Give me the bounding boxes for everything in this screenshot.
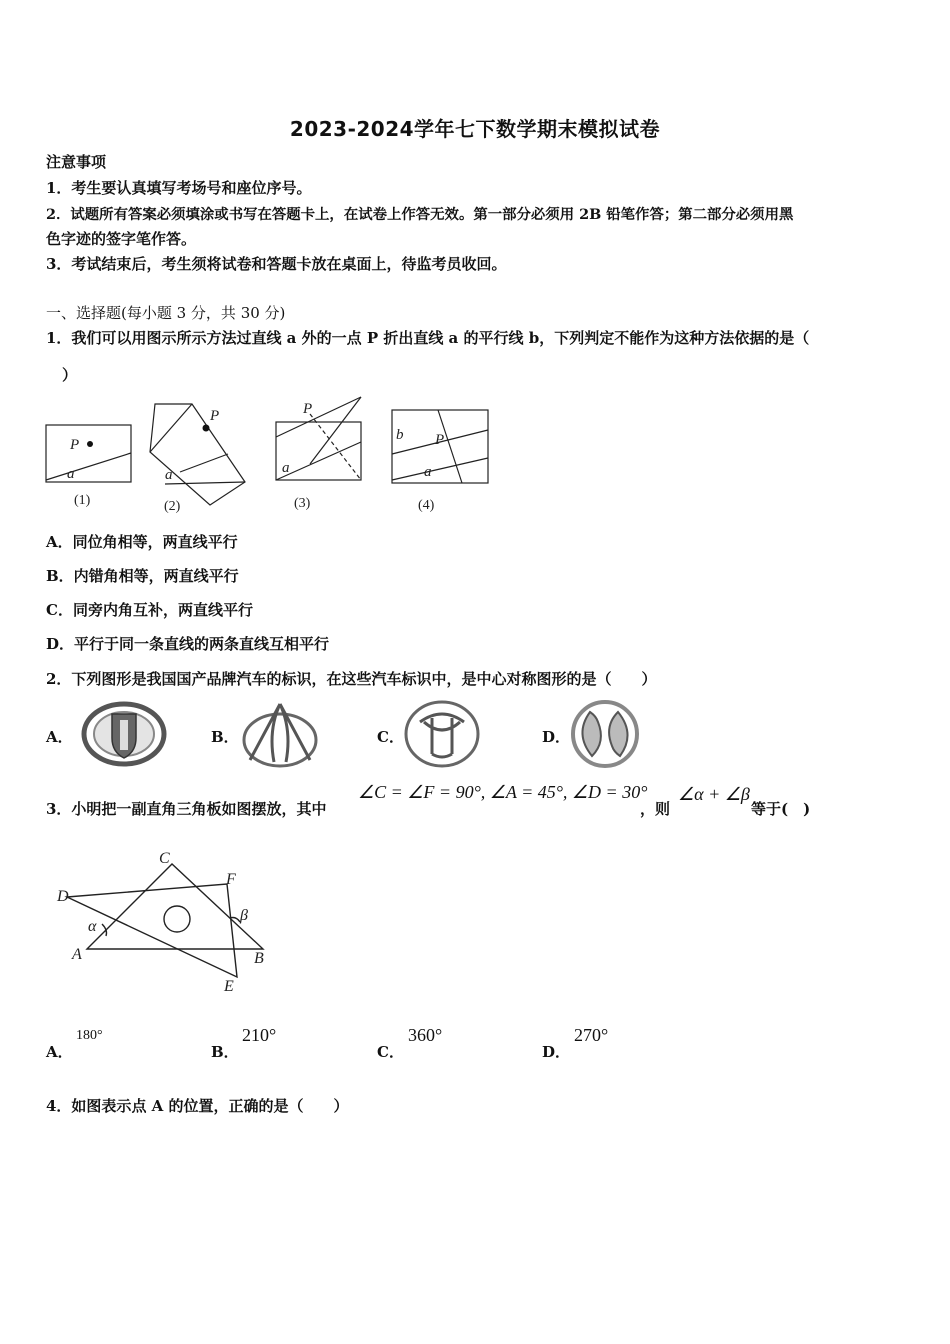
question-3-option-a-value: 180° bbox=[76, 1028, 103, 1043]
question-1-stem-end: ） bbox=[62, 366, 78, 384]
question-3-figure bbox=[50, 846, 275, 996]
question-2-option-b-label: B． bbox=[211, 728, 239, 746]
question-2-logo-c bbox=[402, 698, 482, 770]
question-3-option-d-value: 270° bbox=[574, 1025, 609, 1045]
label-e: E bbox=[224, 978, 234, 995]
fig-caption-4: (4) bbox=[418, 498, 435, 513]
fig4-label-p: P bbox=[435, 432, 445, 448]
notice-item-2a: 2．试题所有答案必须填涂或书写在答题卡上，在试卷上作答无效。第一部分必须用 2B 铅笔作答；第二部分必须用黑 bbox=[46, 206, 794, 223]
label-a: A bbox=[72, 946, 82, 963]
question-3-condition: ∠C = ∠F = 90°, ∠A = 45°, ∠D = 30° bbox=[358, 782, 648, 802]
question-2-stem: 2．下列图形是我国国产品牌汽车的标识，在这些汽车标识中，是中心对称图形的是（ ） bbox=[46, 670, 657, 688]
question-2-logo-d bbox=[570, 698, 640, 770]
fig2-label-a: a bbox=[165, 467, 173, 483]
question-3-option-d-label: D． bbox=[542, 1043, 571, 1061]
fig2-point-p bbox=[203, 425, 210, 432]
fig1-paper bbox=[46, 425, 131, 482]
fig3-fold-top bbox=[276, 397, 361, 437]
fig3-label-p: P bbox=[303, 401, 313, 417]
label-beta: β bbox=[240, 907, 248, 924]
question-3-option-b-label: B． bbox=[211, 1043, 239, 1061]
fig2-line-b bbox=[180, 454, 228, 472]
question-3-stem-then: ，则 bbox=[640, 800, 671, 818]
question-3-stem-end: 等于( ) bbox=[751, 800, 811, 818]
question-1-figure bbox=[40, 392, 500, 517]
fig-caption-2: (2) bbox=[164, 499, 181, 514]
question-2-option-c-label: C． bbox=[377, 728, 404, 746]
label-b: B bbox=[254, 950, 264, 967]
question-2-option-a-label: A． bbox=[46, 728, 73, 746]
question-2-option-d-label: D． bbox=[542, 728, 571, 746]
fig2-fold bbox=[150, 404, 192, 452]
notice-item-1: 1．考生要认真填写考场号和座位序号。 bbox=[46, 179, 312, 197]
fig1-label-p: P bbox=[70, 437, 80, 453]
fig2-label-p: P bbox=[210, 408, 220, 424]
fig2-paper bbox=[150, 404, 245, 505]
question-3-option-c-value: 360° bbox=[408, 1025, 443, 1045]
label-d: D bbox=[57, 888, 69, 905]
fig-caption-3: (3) bbox=[294, 496, 311, 511]
fig3-dashed bbox=[310, 414, 361, 480]
question-3-option-c-label: C． bbox=[377, 1043, 404, 1061]
fig4-label-a: a bbox=[424, 464, 432, 480]
question-1-option-c: C．同旁内角互补，两直线平行 bbox=[46, 601, 253, 619]
notice-heading: 注意事项 bbox=[46, 153, 107, 171]
question-4-stem: 4．如图表示点 A 的位置，正确的是（ ） bbox=[46, 1097, 349, 1115]
question-1-option-b: B．内错角相等，两直线平行 bbox=[46, 567, 239, 585]
fig4-label-b: b bbox=[396, 427, 404, 443]
question-1-option-d: D．平行于同一条直线的两条直线互相平行 bbox=[46, 635, 330, 653]
triangle-hole bbox=[164, 906, 190, 932]
question-1-stem: 1．我们可以用图示所示方法过直线 a 外的一点 P 折出直线 a 的平行线 b，下列判定不能作为这种方法依据的是（ bbox=[46, 329, 810, 347]
fig1-line-a bbox=[46, 453, 131, 480]
question-3-option-a-label: A． bbox=[46, 1043, 73, 1061]
question-2-logo-a bbox=[80, 700, 168, 768]
page-title: 2023-2024学年七下数学期末模拟试卷 bbox=[289, 117, 661, 141]
fig3-label-a: a bbox=[282, 460, 290, 476]
question-3-expression: ∠α + ∠β bbox=[678, 784, 750, 804]
question-2-logo-b bbox=[238, 700, 322, 770]
fig1-label-a: a bbox=[67, 466, 75, 482]
fig4-line-a bbox=[392, 458, 488, 480]
label-alpha: α bbox=[88, 918, 97, 935]
section-heading: 一、选择题(每小题 3 分，共 30 分) bbox=[46, 304, 286, 322]
notice-item-2b: 色字迹的签字笔作答。 bbox=[46, 230, 197, 248]
fig-caption-1: (1) bbox=[74, 493, 91, 508]
label-f: F bbox=[226, 871, 236, 888]
notice-item-3: 3．考试结束后，考生须将试卷和答题卡放在桌面上，待监考员收回。 bbox=[46, 255, 507, 273]
question-3-option-b-value: 210° bbox=[242, 1025, 277, 1045]
question-3-stem: 3．小明把一副直角三角板如图摆放，其中 bbox=[46, 800, 327, 818]
fig2-line-a bbox=[165, 482, 245, 484]
fig1-point-p bbox=[87, 441, 93, 447]
question-1-option-a: A．同位角相等，两直线平行 bbox=[46, 533, 238, 551]
label-c: C bbox=[159, 850, 170, 867]
